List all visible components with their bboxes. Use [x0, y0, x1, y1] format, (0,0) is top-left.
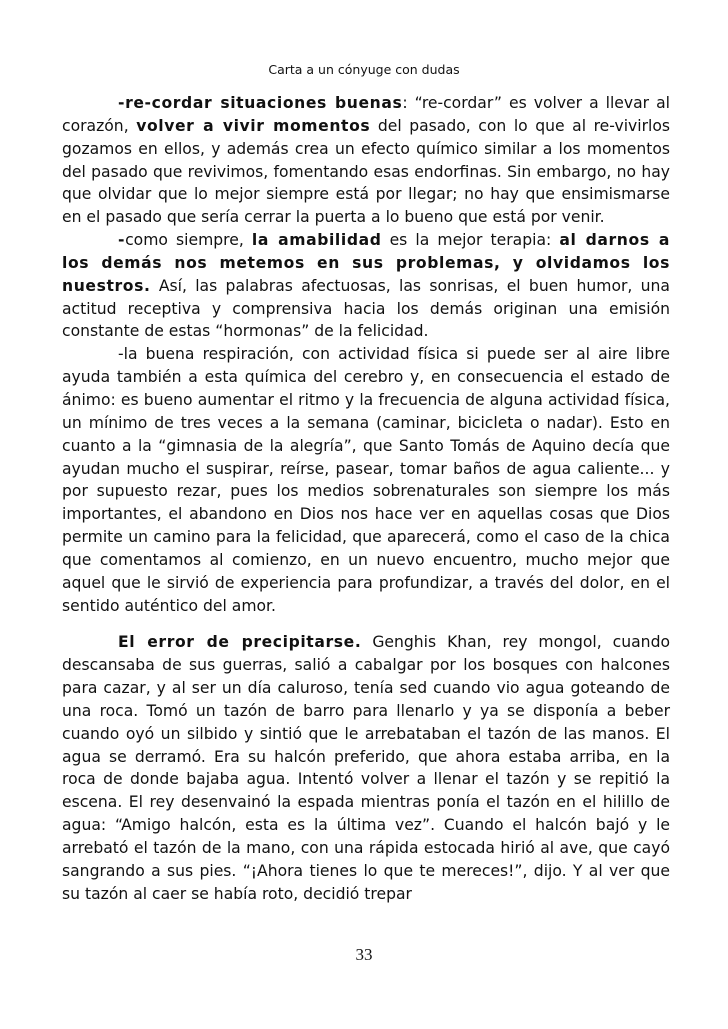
page-number: 33 — [355, 945, 373, 964]
paragraph-recordar: -re-cordar situaciones buenas: “re-cordar” es volver a llevar al corazón, volver a vivir momentos del pasado, con lo que al re-vivirlos gozamos en ellos, y además crea un efecto químico similar a los momentos del pasado que revivimos, fomentando esas endorfinas. Sin embargo, no hay que olvidar que lo mejor siempre está por llegar; no hay que ensimismarse en el pasado que sería cerrar la puerta a lo bueno que está por venir. — [62, 94, 671, 227]
bold-phrase-amabilidad: la amabilidad — [251, 231, 382, 250]
bold-lead-recordar: -re-cordar situaciones buenas — [118, 94, 403, 112]
paragraph-respiracion: -la buena respiración, con actividad física si puede ser al aire libre ayuda también a esta química del cerebro y, en consecuencia el estado de ánimo: es bueno aumentar el ritmo y la frecuencia de alguna actividad física, un mínimo de tres veces a la semana (caminar, bicicleta o nadar). Esto en cuanto a la “gimnasia de la alegría”, que Santo Tomás de Aquino decía que ayudan mucho el suspirar, reírse, pasear, tomar baños de agua caliente... y por supuesto rezar, pues los medios sobrenaturales son siempre los más importantes, el abandono en Dios nos hace ver en aquellas cosas que Dios permite un camino para la felicidad, que aparecerá, como el caso de la chica que comentamos al comienzo, en un nuevo encuentro, mucho mejor que aquel que le sirvió de experiencia para profundizar, a través del dolor, en el sentido auténtico del amor. — [62, 345, 670, 615]
section-heading: El error de precipitarse. — [118, 633, 362, 652]
running-header: Carta a un cónyuge con dudas — [268, 62, 460, 77]
paragraph-error-precipitarse: El error de precipitarse. Genghis Khan, rey mongol, cuando descansaba de sus guerras, salió a cabalgar por los bosques con halcones para cazar, y al ser un día caluroso, tenía sed cuando vio agua goteando de una roca. Tomó un tazón de barro para llenarlo y ya se disponía a beber cuando oyó un silbido y sintió que le arrebataban el tazón de las manos. El agua se derramó. Era su halcón preferido, que ahora estaba arriba, en la roca de donde bajaba agua. Intentó volver a llenar el tazón y se repitió la escena. El rey desenvainó la espada mientras ponía el tazón en el hilillo de agua: “Amigo halcón, esta es la última vez”. Cuando el halcón bajó y le arrebató el tazón de la mano, con una rápida estocada hirió al ave, que cayó sangrando a sus pies. “¡Ahora tienes lo que te mereces!”, dijo. Y al ver que su tazón al caer se había roto, decidió trepar — [62, 633, 671, 903]
bold-phrase-darnos: al darnos a los demás nos metemos en sus problemas, y olvidamos los nuestros. — [62, 231, 670, 295]
body-text — [62, 92, 670, 906]
paragraph-amabilidad: -como siempre, la amabilidad es la mejor terapia: al darnos a los demás nos metemos en sus problemas, y olvidamos los nuestros. Así, las palabras afectuosas, las sonrisas, el buen humor, una actitud receptiva y comprensiva hacia los demás originan una emisión constante de estas “hormonas” de la felicidad. — [62, 231, 670, 341]
bold-phrase-volver: volver a vivir momentos — [136, 116, 371, 135]
